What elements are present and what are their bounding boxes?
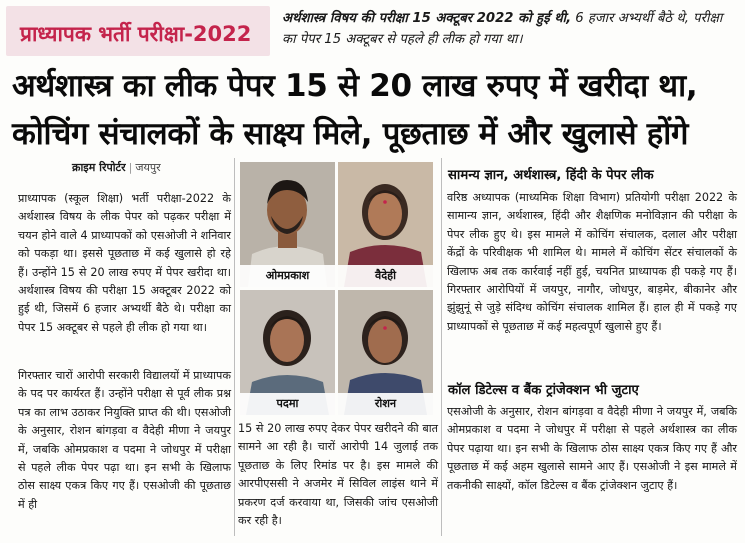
photo-vaidehi (338, 162, 433, 287)
column-3-paragraph-1: वरिष्ठ अध्यापक (माध्यमिक शिक्षा विभाग) प्रतियोगी परीक्षा 2022 के सामान्य ज्ञान, अर्थशास्त्र, हिंदी और शैक्षणिक मनोविज्ञान की परीक्षा के पेपर लीक हुए थे। इस मामले में कोचिंग संचालक, दलाल और परीक्षा केंद्रों के परिवीक्षक भी शामिल थे। मामले में कोचिंग सेंटर संचालकों के खिलाफ अब तक कार्रवाई नहीं हुई, चयनित प्राध्यापक ही पकड़े गए हैं। गिरफ्तार आरोपियों में जयपुर, नागौर, जोधपुर, बाड़मेर, बीकानेर और झुंझुनूं से जुड़े संदिग्ध कोचिंग संचालक शामिल हैं। हाल ही में पकड़े गए प्राध्यापकों से पूछताछ में कई महत्वपूर्ण खुलासे हुए हैं। (447, 191, 737, 333)
photo-caption-padma: पदमा (276, 397, 299, 410)
photo-caption-omprakash: ओमप्रकाश (265, 269, 310, 282)
headline-line-2: कोचिंग संचालकों के साक्ष्य मिले, पूछताछ में और खुलासे होंगे (12, 116, 689, 152)
column-2-paragraph: 15 से 20 लाख रुपए देकर पेपर खरीदने की बात सामने आ रही है। चारों आरोपी 14 जुलाई तक पूछताछ के लिए रिमांड पर है। इस मामले की आरपीएससी ने अजमेर में सिविल लाइंस थाने में प्रकरण दर्ज करवाया था, जिसकी जांच एसओजी कर रही है। (238, 422, 438, 528)
column-divider-right (441, 158, 442, 536)
kicker-label: प्राध्यापक भर्ती परीक्षा-2022 (20, 22, 252, 46)
section-kicker (6, 6, 270, 56)
photo-caption-roshan: रोशन (374, 397, 397, 410)
subhead-paper-leak: सामन्य ज्ञान, अर्थशास्त्र, हिंदी के पेपर लीक (448, 168, 654, 183)
byline-separator: | (128, 161, 133, 174)
photo-padma (240, 290, 335, 415)
column-1-paragraph-2: गिरफ्तार चारों आरोपी सरकारी विद्यालयों में प्राध्यापक के पद पर कार्यरत हैं। उन्होंने परीक्षा से पूर्व लीक प्रश्न पत्र का लाभ उठाकर नियुक्ति प्राप्त की थी। एसओजी के अनुसार, रोशन बांगड़वा व वैदेही मीणा ने जयपुर में, जबकि ओमप्रकाश व पदमा ने जोधपुर में परीक्षा से पहले लीक पेपर पढ़ा था। इन सभी के खिलाफ ठोस साक्ष्य एकत्र किए गए हैं। एसओजी की पूछताछ में ही (18, 369, 231, 511)
photo-omprakash (240, 162, 335, 287)
intro-deck (282, 8, 738, 50)
byline-city: जयपुर (135, 161, 161, 174)
photo-roshan (338, 290, 433, 415)
column-divider-left (234, 158, 235, 536)
byline-reporter: क्राइम रिपोर्टर (72, 161, 126, 174)
column-3-paragraph-2: एसओजी के अनुसार, रोशन बांगड़वा व वैदेही मीणा ने जयपुर में, जबकि ओमप्रकाश व पदमा ने जोधपुर में परीक्षा से पहले अर्थशास्त्र का लीक पेपर पढ़ाया था। इन सभी के खिलाफ ठोस साक्ष्य एकत्र किए गए हैं और पूछताछ में कई अहम खुलासे सामने आए हैं। एसओजी ने इस मामले में तकनीकी साक्ष्यों, कॉल डिटेल्स व बैंक ट्रांजेक्शन जुटाए हैं। (447, 405, 737, 492)
headline-line-1: अर्थशास्त्र का लीक पेपर 15 से 20 लाख रुपए में खरीदा था, (12, 68, 698, 104)
subhead-call-details: कॉल डिटेल्स व बैंक ट्रांजेक्शन भी जुटाए (448, 383, 639, 398)
photo-caption-vaidehi: वैदेही (375, 269, 396, 282)
intro-rest: 6 हजार अभ्यर्थी बैठे थे, परीक्षा का पेपर 15 अक्टूबर से पहले ही लीक हो गया था। (282, 11, 723, 47)
intro-lead: अर्थशास्त्र विषय की परीक्षा 15 अक्टूबर 2022 को हुई थी, (282, 11, 572, 26)
byline (72, 160, 161, 175)
column-1-paragraph-1: प्राध्यापक (स्कूल शिक्षा) भर्ती परीक्षा-2022 के अर्थशास्त्र विषय के लीक पेपर को पढ़कर परीक्षा में चयन होने वाले 4 प्राध्यापकों को एसओजी ने शनिवार को पकड़ा था। इससे पूछताछ में कई खुलासे हो रहे हैं। उन्होंने 15 से 20 लाख रुपए में पेपर खरीदा था। अर्थशास्त्र विषय की परीक्षा 15 अक्टूबर 2022 को हुई थी, जिसमें 6 हजार अभ्यर्थी बैठे थे। परीक्षा का पेपर 15 अक्टूबर से पहले ही लीक हो गया था। (18, 192, 231, 334)
